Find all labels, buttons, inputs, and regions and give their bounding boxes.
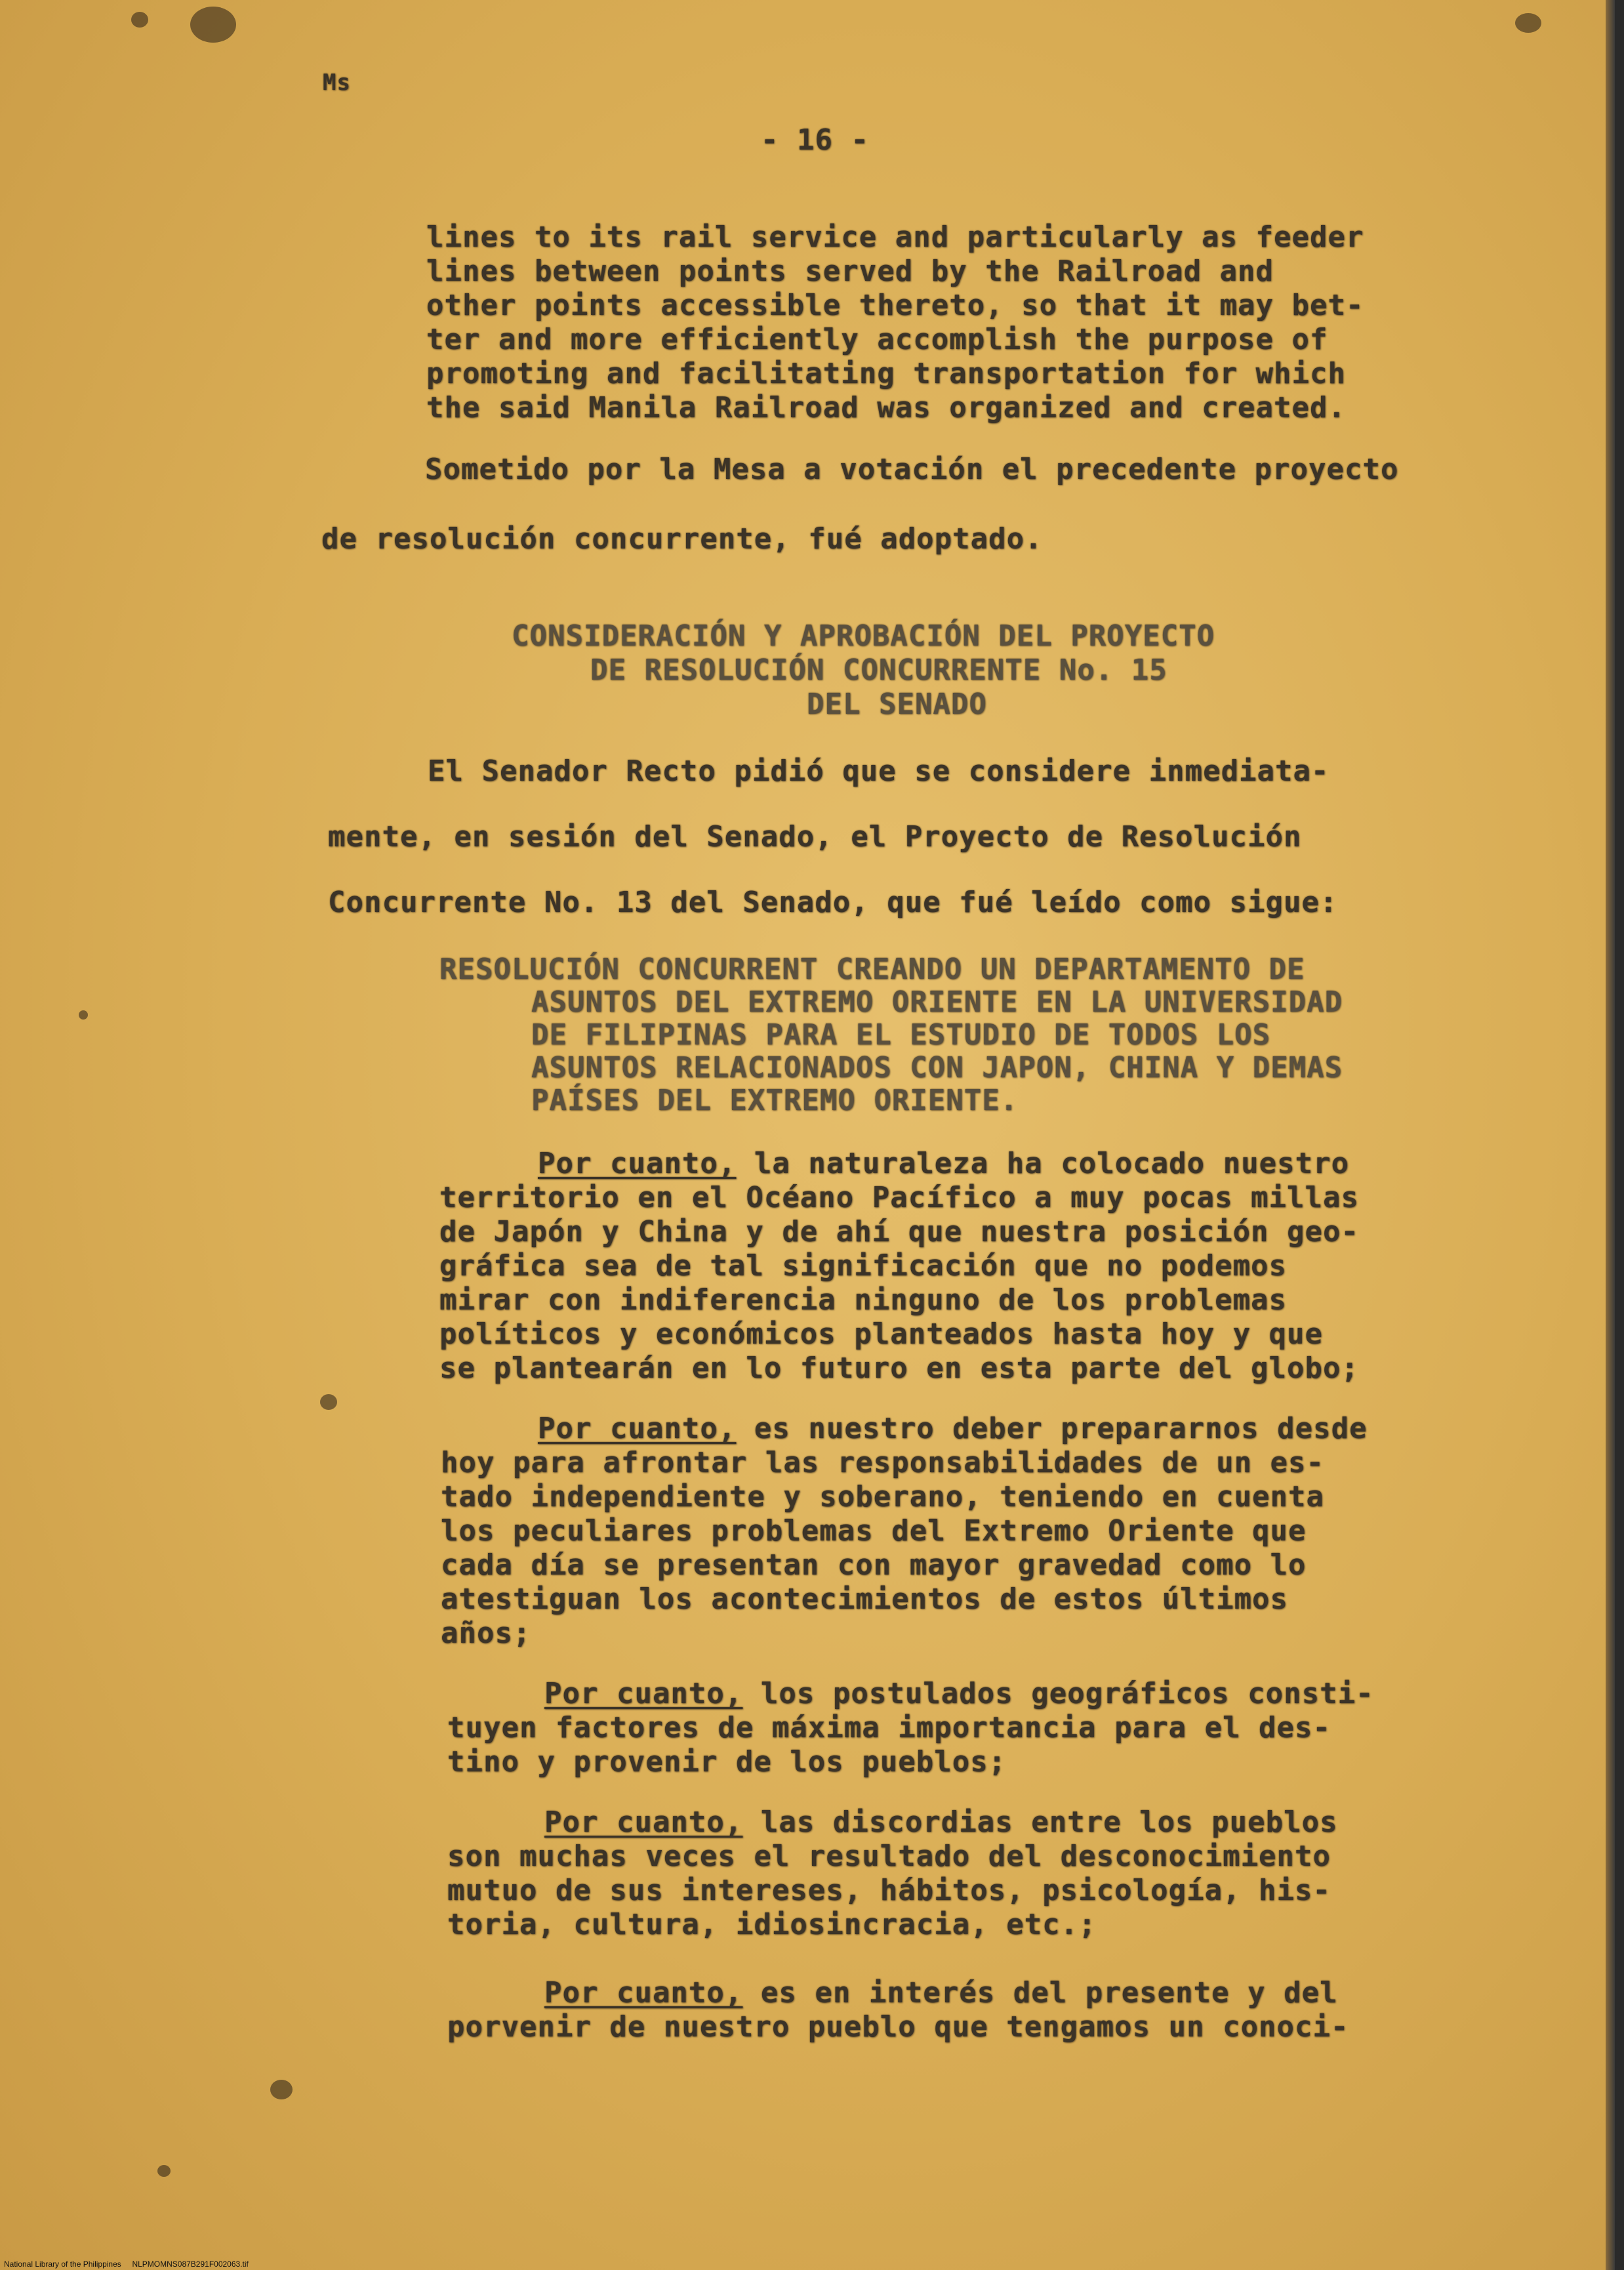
page-number: - 16 -	[761, 123, 869, 157]
section-heading-line: DE RESOLUCIÓN CONCURRENTE No. 15	[590, 653, 1167, 687]
resolution-title-line: PAÍSES DEL EXTREMO ORIENTE.	[531, 1084, 1019, 1117]
clause-line: políticos y económicos planteados hasta hoy y que	[439, 1317, 1324, 1351]
whereas-label: Por cuanto,	[538, 1147, 737, 1180]
ink-stain	[270, 2080, 293, 2099]
quote-line: the said Manila Railroad was organized and created.	[426, 391, 1347, 424]
archive-footer: National Library of the Philippines NLPMOMNS087B291F002063.tif	[4, 2260, 249, 2269]
body-line: Concurrente No. 13 del Senado, que fué leído como sigue:	[328, 886, 1338, 919]
ink-stain	[190, 7, 236, 43]
quote-line: promoting and facilitating transportation for which	[426, 357, 1347, 390]
clause-line: se plantearán en lo futuro en esta parte del globo;	[439, 1352, 1360, 1385]
ink-stain	[320, 1394, 337, 1410]
clause-line: son muchas veces el resultado del desconocimiento	[447, 1840, 1331, 1873]
quote-line: lines between points served by the Railroad and	[426, 255, 1274, 288]
clause-line: mutuo de sus intereses, hábitos, psicología, his-	[447, 1874, 1331, 1907]
body-line: Sometido por la Mesa a votación el precedente proyecto	[425, 453, 1399, 486]
clause-line: tado independiente y soberano, teniendo en cuenta	[441, 1480, 1325, 1514]
resolution-title-line: ASUNTOS DEL EXTREMO ORIENTE EN LA UNIVERSIDAD	[531, 985, 1343, 1019]
ink-stain	[1515, 13, 1541, 33]
page-edge-shadow	[1606, 0, 1615, 2270]
whereas-clause-first-line	[538, 1412, 1368, 1446]
whereas-clause-first-line	[538, 1147, 1349, 1181]
clause-line: territorio en el Océano Pacífico a muy pocas millas	[439, 1181, 1360, 1214]
body-line: de resolución concurrente, fué adoptado.	[321, 522, 1043, 556]
whereas-clause-first-line	[544, 1976, 1338, 2010]
clause-text: las discordias entre los pueblos	[742, 1806, 1338, 1839]
clause-text: la naturaleza ha colocado nuestro	[736, 1147, 1350, 1180]
quote-line: ter and more efficiently accomplish the purpose of	[426, 323, 1328, 356]
section-heading-line: DEL SENADO	[807, 688, 987, 721]
ink-stain	[79, 1010, 88, 1020]
clause-line: cada día se presentan con mayor gravedad como lo	[441, 1548, 1307, 1582]
clause-line: tuyen factores de máxima importancia para el des-	[447, 1711, 1331, 1744]
resolution-title-line: RESOLUCIÓN CONCURRENT CREANDO UN DEPARTAMENTO DE	[439, 953, 1305, 986]
clause-line: hoy para afrontar las responsabilidades de un es-	[441, 1446, 1325, 1479]
clause-line: gráfica sea de tal significación que no podemos	[439, 1249, 1288, 1283]
body-line: mente, en sesión del Senado, el Proyecto de Resolución	[328, 820, 1302, 854]
body-line: El Senador Recto pidió que se considere inmediata-	[428, 754, 1330, 788]
whereas-clause-first-line	[544, 1677, 1374, 1711]
clause-line: porvenir de nuestro pueblo que tengamos un conoci-	[447, 2010, 1349, 2044]
clause-line: de Japón y China y de ahí que nuestra posición geo-	[439, 1215, 1360, 1248]
ink-stain	[131, 12, 148, 28]
clause-line: tino y provenir de los pueblos;	[447, 1745, 1007, 1779]
clause-text: los postulados geográficos consti-	[742, 1677, 1374, 1710]
whereas-label: Por cuanto,	[544, 1976, 743, 2010]
whereas-clause-first-line	[544, 1806, 1338, 1840]
quote-line: lines to its rail service and particularly as feeder	[426, 220, 1364, 254]
whereas-label: Por cuanto,	[538, 1412, 737, 1445]
clause-line: años;	[441, 1617, 531, 1650]
section-heading-line: CONSIDERACIÓN Y APROBACIÓN DEL PROYECTO	[512, 619, 1215, 653]
clause-line: toria, cultura, idiosincracia, etc.;	[447, 1908, 1097, 1941]
clause-text: es nuestro deber prepararnos desde	[736, 1412, 1368, 1445]
whereas-label: Por cuanto,	[544, 1677, 743, 1710]
whereas-label: Por cuanto,	[544, 1806, 743, 1839]
clause-line: mirar con indiferencia ninguno de los problemas	[439, 1283, 1288, 1317]
quote-line: other points accessible thereto, so that it may bet-	[426, 289, 1364, 322]
clause-text: es en interés del presente y del	[742, 1976, 1338, 2010]
ink-stain	[157, 2165, 171, 2177]
clause-line: atestiguan los acontecimientos de estos últimos	[441, 1582, 1289, 1616]
resolution-title-line: DE FILIPINAS PARA EL ESTUDIO DE TODOS LOS	[531, 1018, 1271, 1052]
resolution-title-line: ASUNTOS RELACIONADOS CON JAPON, CHINA Y DEMAS	[531, 1051, 1343, 1084]
header-initials: Ms	[323, 70, 351, 96]
clause-line: los peculiares problemas del Extremo Oriente que	[441, 1514, 1307, 1548]
